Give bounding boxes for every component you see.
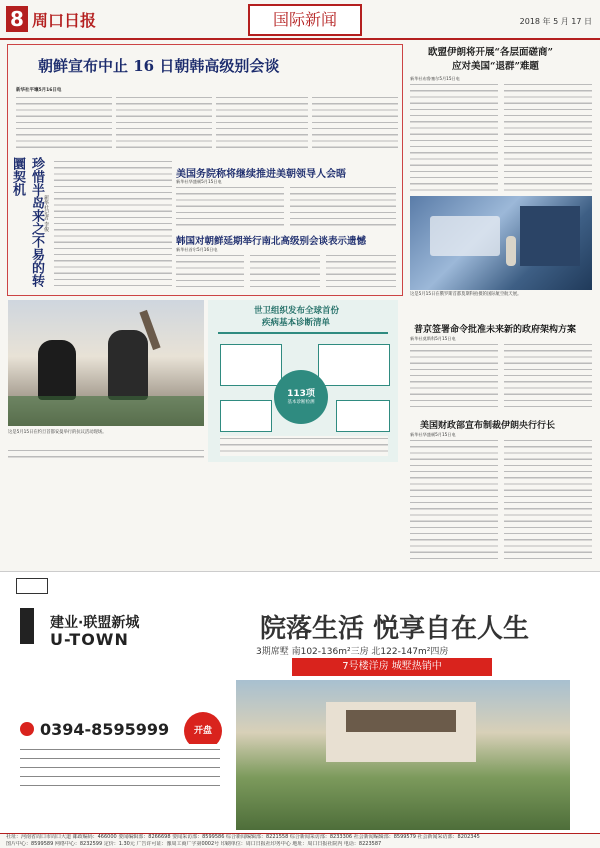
treasury-body-col2 [504, 438, 592, 562]
ad-slogan: 院落生活 悦享自在人生 [260, 614, 530, 644]
europe-title-2: 应对美国“退群”难题 [452, 61, 539, 72]
footer-line-2: 图片中心：8599589 网络中心：8232599 定价：1.30元 广告许可证：豫周工商广字第0002号 印刷单位：周口日报社印务中心 地址：周口日报社院内 电话：8223587 [6, 841, 382, 847]
putin-title: 普京签署命令批准未来新的政府架构方案 [414, 325, 577, 335]
who-center-label: 113项 [287, 389, 315, 399]
photo-caption: 这是5月15日在俄罗斯首都莫斯科拍摄的国际航空航天展。 [410, 292, 522, 297]
who-title-2: 疾病基本诊断清单 [262, 318, 331, 328]
page-footer [0, 833, 600, 848]
ad-villa-photo [236, 680, 570, 830]
putin-body-col1 [410, 342, 498, 408]
page-header [0, 0, 600, 40]
us-korea-body-col1 [176, 185, 284, 227]
lead-body-col2 [116, 95, 212, 153]
protest-caption-more [8, 448, 204, 460]
treasury-title: 美国财政部宣布制裁伊朗央行行长 [420, 421, 556, 431]
korea-regret-col3 [326, 253, 396, 291]
europe-body-col1 [410, 82, 498, 192]
us-korea-body-col2 [290, 185, 396, 227]
treasury-dateline: 新华社华盛顿5月15日电 [410, 432, 456, 437]
lead-dateline: 新华社平壤5月16日电 [16, 88, 62, 93]
lead-body-col4 [312, 95, 398, 153]
protest-photo [8, 300, 204, 426]
treasury-body-col1 [410, 438, 498, 562]
korea-regret-col1 [176, 253, 244, 291]
korea-regret-title: 韩国对朝鲜延期举行南北高级别会谈表示遗憾 [176, 236, 367, 247]
who-center-circle [274, 370, 328, 424]
putin-body-col2 [504, 342, 592, 408]
who-title-1: 世卫组织发布全球首份 [254, 306, 340, 316]
us-korea-title: 美国务院称将继续推进美朝领导人会晤 [176, 169, 346, 180]
europe-dateline: 新华社布鲁塞尔5月15日电 [410, 76, 460, 81]
aerospace-photo [410, 196, 592, 290]
ad-building-icon [20, 608, 34, 644]
lead-body-col3 [216, 95, 308, 153]
putin-dateline: 新华社莫斯科5月15日电 [410, 336, 456, 341]
who-sub-label: 基本诊断检测 [287, 400, 315, 405]
lead-body-col1 [16, 95, 112, 153]
ad-promo: 7号楼洋房 城墅热销中 [292, 658, 492, 676]
feature-title: 珍惜半岛来之不易的转圜契机 [10, 157, 44, 287]
ad-brand-cn: 建业·联盟新城 [50, 615, 140, 631]
real-estate-ad [0, 571, 600, 834]
protest-caption: 这是5月15日在约旦首都安曼举行的抗议活动现场。 [8, 430, 107, 435]
korea-regret-col2 [250, 253, 320, 291]
ad-badge: 开盘 [184, 712, 222, 750]
europe-title-1: 欧盟伊朗将开展“各层面磋商” [428, 47, 553, 58]
ad-details [20, 744, 220, 794]
masthead: 周口日报 [32, 11, 97, 30]
lead-story-box [7, 44, 403, 296]
ad-brand-en: U-TOWN [50, 630, 129, 649]
who-infographic [208, 300, 398, 462]
ad-phone-icon [20, 722, 34, 736]
feature-byline: 新华社记者 李俊 [43, 195, 49, 232]
ad-phone: 0394-8595999 [40, 720, 170, 739]
who-notes [220, 436, 388, 456]
section-title: 国际新闻 [248, 4, 362, 36]
europe-body-col2 [504, 82, 592, 192]
ad-specs: 3期席墅 南102-136m²三房 北122-147m²四房 [256, 647, 449, 657]
page-number: 8 [6, 6, 28, 32]
korea-regret-dateline: 新华社首尔5月16日电 [176, 247, 218, 252]
footer-line-1: 社址：河南省周口市周口大道 邮政编码：466000 要闻编辑部：8266698 要闻采访部：8599586 综合新闻编辑部：8221558 综合新闻采访部：8233306 社会新闻编辑部：8599579 社会新闻采访部：8202345 [6, 834, 480, 840]
us-korea-dateline: 新华社华盛顿5月15日电 [176, 179, 222, 184]
lead-title: 朝鲜宣布中止 16 日朝韩高级别会谈 [38, 57, 280, 75]
feature-body [54, 159, 172, 289]
issue-date: 2018 年 5 月 17 日 [519, 17, 592, 26]
ad-logo-mark [16, 578, 48, 594]
